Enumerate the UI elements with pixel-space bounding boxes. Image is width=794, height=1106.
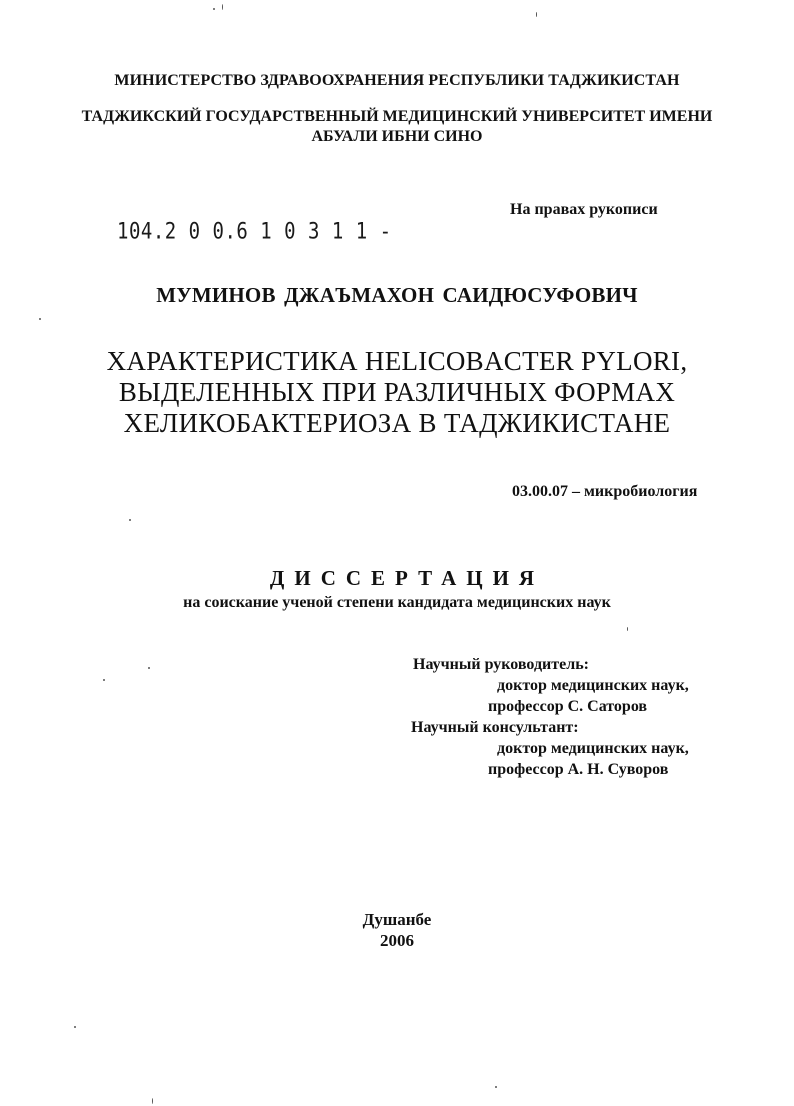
ministry-heading: МИНИСТЕРСТВО ЗДРАВООХРАНЕНИЯ РЕСПУБЛИКИ ТАДЖИКИСТАН: [114, 72, 680, 89]
city: Душанбе: [362, 910, 432, 929]
supervisor-degree: доктор медицинских наук,: [497, 677, 689, 694]
scan-speck: [148, 667, 150, 669]
scan-speck: [39, 318, 41, 320]
title-line1: ХАРАКТЕРИСТИКА HELICOBACTER PYLORI,: [106, 346, 688, 376]
dissertation-title: [0, 346, 794, 439]
scan-speck: [222, 4, 223, 10]
title-line2: ВЫДЕЛЕННЫХ ПРИ РАЗЛИЧНЫХ ФОРМАХ: [118, 377, 676, 407]
document-type: ДИССЕРТАЦИЯ: [269, 566, 545, 590]
registration-stamp: 104.2 0 0.6 1 0 3 1 1 -: [117, 219, 392, 245]
scan-speck: [627, 627, 628, 631]
university-heading-line2: АБУАЛИ ИБНИ СИНО: [311, 128, 483, 145]
scan-speck: [213, 8, 215, 10]
consultant-degree: доктор медицинских наук,: [497, 740, 689, 757]
manuscript-note: На правах рукописи: [510, 201, 658, 218]
university-heading: [0, 107, 794, 147]
supervisor-label: Научный руководитель:: [413, 656, 589, 673]
title-line3: ХЕЛИКОБАКТЕРИОЗА В ТАДЖИКИСТАНЕ: [123, 408, 671, 438]
scan-speck: [129, 519, 131, 521]
consultant-name: профессор А. Н. Суворов: [488, 761, 669, 778]
university-heading-line1: ТАДЖИКСКИЙ ГОСУДАРСТВЕННЫЙ МЕДИЦИНСКИЙ УНИВЕРСИТЕТ ИМЕНИ: [81, 108, 713, 125]
degree-line: на соискание ученой степени кандидата медицинских наук: [183, 594, 611, 611]
author-name: МУМИНОВ ДЖАЪМАХОН САИДЮСУФОВИЧ: [156, 283, 638, 307]
year: 2006: [380, 931, 414, 950]
scan-speck: [74, 1026, 76, 1028]
scan-speck: [103, 679, 105, 681]
scan-speck: [152, 1098, 153, 1104]
consultant-label: Научный консультант:: [411, 719, 579, 736]
scan-speck: [536, 12, 537, 17]
scan-speck: [495, 1086, 497, 1088]
specialty-code: 03.00.07 – микробиология: [512, 483, 698, 500]
supervisor-name: профессор С. Саторов: [488, 698, 648, 715]
